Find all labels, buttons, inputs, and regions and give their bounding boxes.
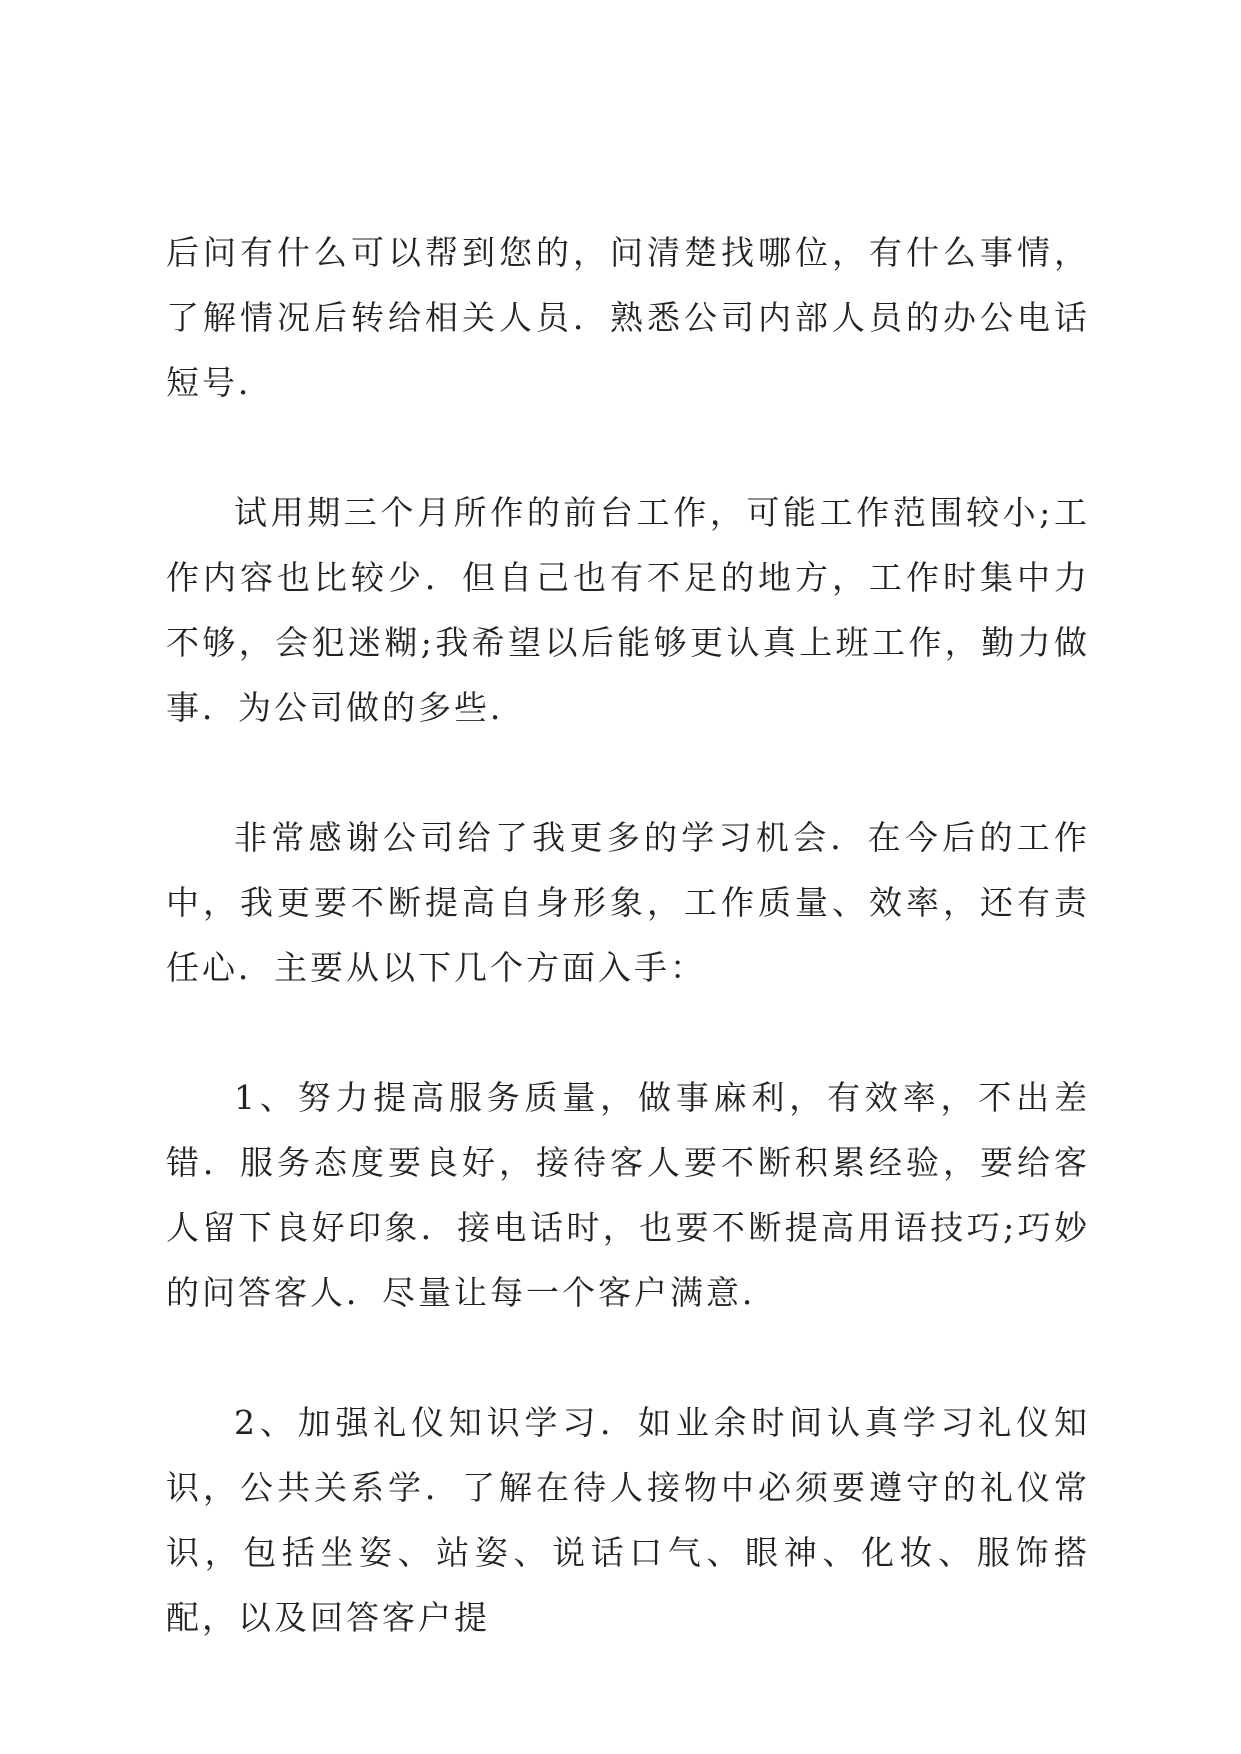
paragraph-point-1: 1、努力提高服务质量，做事麻利，有效率，不出差错．服务态度要良好，接待客人要不断积累经验，要给客人留下良好印象．接电话时，也要不断提高用语技巧;巧妙的问答客人．尽量让每一个客户满意． bbox=[166, 1078, 1090, 1312]
paragraph-continuation: 后问有什么可以帮到您的，问清楚找哪位，有什么事情，了解情况后转给相关人员．熟悉公司内部人员的办公电话短号． bbox=[166, 233, 1090, 402]
paragraph-point-2: 2、加强礼仪知识学习．如业余时间认真学习礼仪知识，公共关系学．了解在待人接物中必须要遵守的礼仪常识，包括坐姿、站姿、说话口气、眼神、化妆、服饰搭配，以及回答客户提 bbox=[166, 1403, 1090, 1637]
document-body bbox=[166, 220, 1090, 1715]
paragraph-thanks: 非常感谢公司给了我更多的学习机会．在今后的工作中，我更要不断提高自身形象，工作质量、效率，还有责任心．主要从以下几个方面入手： bbox=[166, 818, 1090, 987]
paragraph-probation-summary: 试用期三个月所作的前台工作，可能工作范围较小;工作内容也比较少．但自己也有不足的地方，工作时集中力不够，会犯迷糊;我希望以后能够更认真上班工作，勤力做事．为公司做的多些． bbox=[166, 493, 1090, 727]
